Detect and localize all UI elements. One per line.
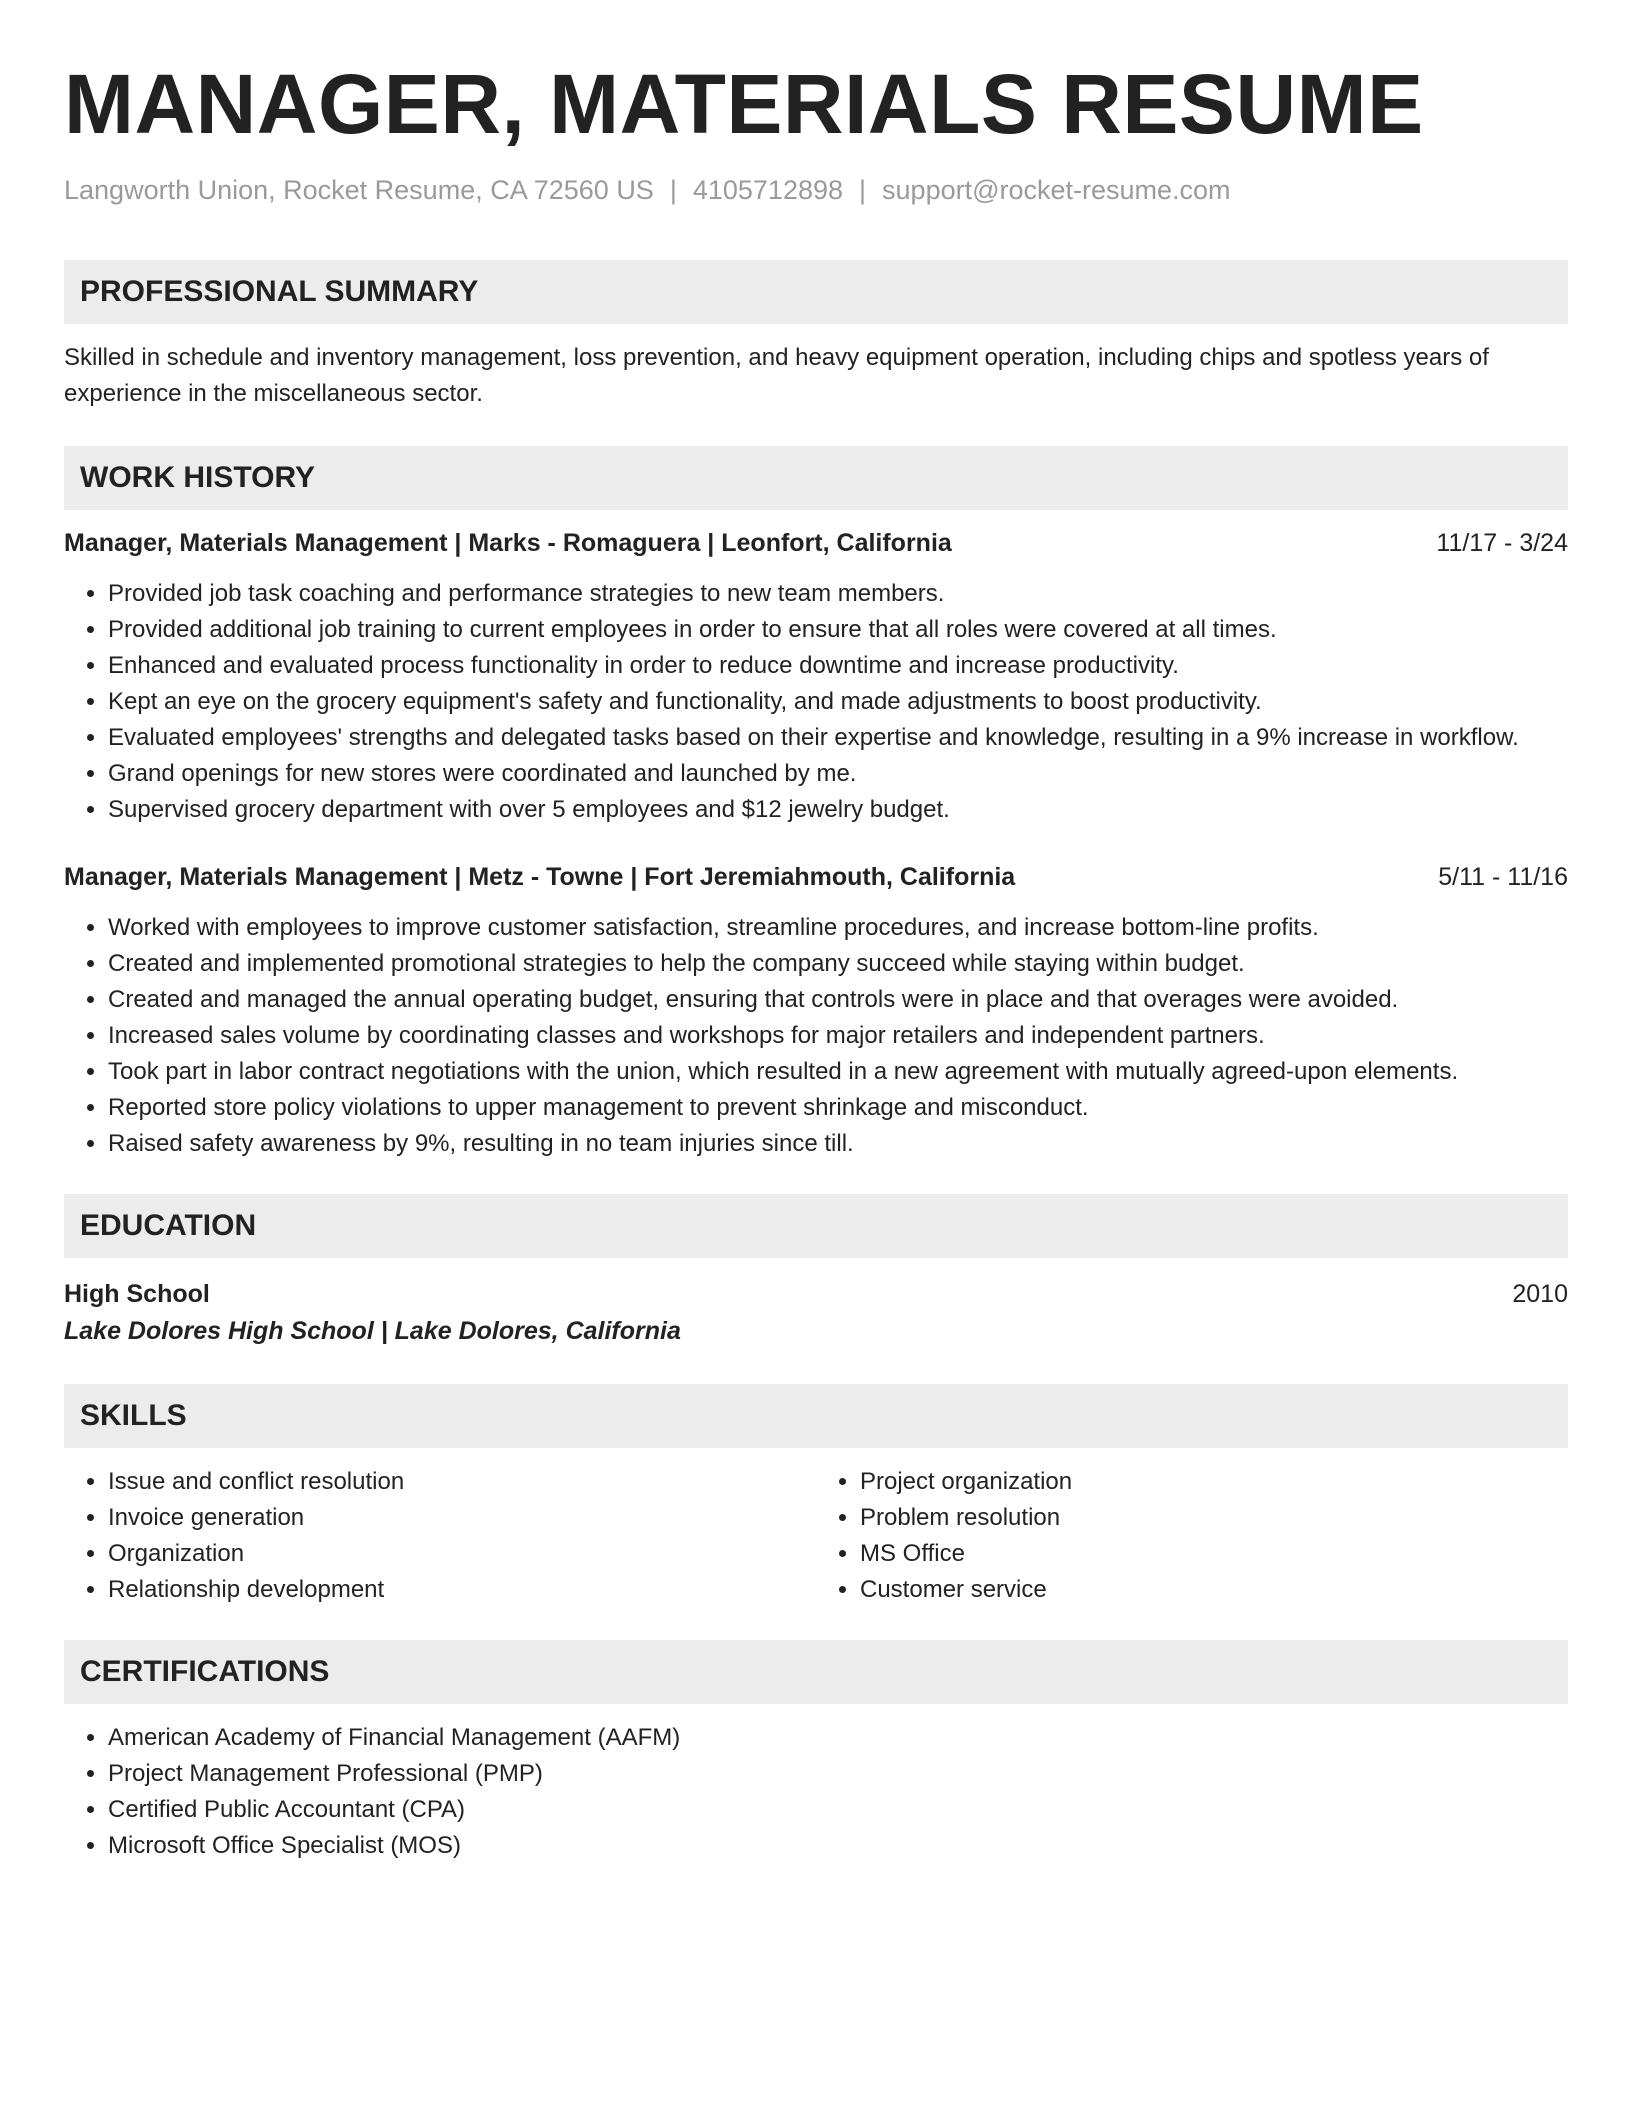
education-year: 2010 [1512, 1280, 1568, 1308]
job-bullet-list [64, 576, 1568, 828]
certifications-heading: CERTIFICATIONS [64, 1640, 1568, 1704]
skills-column-right [816, 1464, 1568, 1608]
skills-list [816, 1464, 1568, 1608]
certification-item: • Certified Public Accountant (CPA) [108, 1792, 1568, 1828]
contact-line [64, 172, 1568, 208]
skills-list [64, 1464, 816, 1608]
job-bullet: • Increased sales volume by coordinating classes and workshops for major retailers and independent partners. [108, 1018, 1568, 1054]
job-bullet: • Took part in labor contract negotiations with the union, which resulted in a new agreement with mutually agreed-upon elements. [108, 1054, 1568, 1090]
job-bullet: • Created and managed the annual operating budget, ensuring that controls were in place and that overages were avoided. [108, 982, 1568, 1018]
education-degree: High School [64, 1280, 210, 1308]
contact-separator: | [669, 175, 677, 205]
job-header [64, 860, 1568, 894]
certification-item: • Microsoft Office Specialist (MOS) [108, 1828, 1568, 1864]
job-bullet: • Worked with employees to improve customer satisfaction, streamline procedures, and increase bottom-line profits. [108, 910, 1568, 946]
contact-email: support@rocket-resume.com [882, 175, 1231, 205]
job-dates: 11/17 - 3/24 [1436, 529, 1568, 557]
job-bullet: • Provided additional job training to current employees in order to ensure that all roles were covered at all times. [108, 612, 1568, 648]
certification-item: • Project Management Professional (PMP) [108, 1756, 1568, 1792]
job-header [64, 526, 1568, 560]
contact-separator: | [859, 175, 867, 205]
contact-phone: 4105712898 [692, 175, 844, 205]
skill-item: • Customer service [860, 1572, 1568, 1608]
job-dates: 5/11 - 11/16 [1438, 863, 1568, 891]
job-bullet: • Provided job task coaching and performance strategies to new team members. [108, 576, 1568, 612]
skill-item: • MS Office [860, 1536, 1568, 1572]
job-bullet: • Enhanced and evaluated process functionality in order to reduce downtime and increase productivity. [108, 648, 1568, 684]
skills-column-left [64, 1464, 816, 1608]
skill-item: • Problem resolution [860, 1500, 1568, 1536]
summary-heading: PROFESSIONAL SUMMARY [64, 260, 1568, 324]
skills-grid [64, 1464, 1568, 1608]
job-bullet: • Reported store policy violations to upper management to prevent shrinkage and misconduct. [108, 1090, 1568, 1126]
certification-item: • American Academy of Financial Management (AAFM) [108, 1720, 1568, 1756]
work-history-heading: WORK HISTORY [64, 446, 1568, 510]
resume-title: MANAGER, MATERIALS RESUME [64, 57, 1424, 151]
job-bullet: • Created and implemented promotional strategies to help the company succeed while staying within budget. [108, 946, 1568, 982]
education-entry [64, 1276, 1568, 1312]
education-heading: EDUCATION [64, 1194, 1568, 1258]
job-bullet: • Grand openings for new stores were coordinated and launched by me. [108, 756, 1568, 792]
certifications-list [64, 1720, 1568, 1864]
job-bullet: • Evaluated employees' strengths and delegated tasks based on their expertise and knowledge, resulting in a 9% increase in workflow. [108, 720, 1568, 756]
job-title: Manager, Materials Management | Marks - Romaguera | Leonfort, California [64, 529, 952, 557]
skills-heading: SKILLS [64, 1384, 1568, 1448]
job-bullet: • Supervised grocery department with over 5 employees and $12 jewelry budget. [108, 792, 1568, 828]
skill-item: • Project organization [860, 1464, 1568, 1500]
job-bullet-list [64, 910, 1568, 1162]
skill-item: • Invoice generation [108, 1500, 816, 1536]
summary-text: Skilled in schedule and inventory management, loss prevention, and heavy equipment operation, including chips and spotless years of experience in the miscellaneous sector. [64, 344, 1489, 407]
education-school: Lake Dolores High School | Lake Dolores, California [64, 1317, 681, 1345]
skill-item: • Relationship development [108, 1572, 816, 1608]
job-bullet: • Raised safety awareness by 9%, resulting in no team injuries since till. [108, 1126, 1568, 1162]
job-title: Manager, Materials Management | Metz - Towne | Fort Jeremiahmouth, California [64, 863, 1016, 891]
skill-item: • Issue and conflict resolution [108, 1464, 816, 1500]
skill-item: • Organization [108, 1536, 816, 1572]
job-bullet: • Kept an eye on the grocery equipment's safety and functionality, and made adjustments to boost productivity. [108, 684, 1568, 720]
contact-address: Langworth Union, Rocket Resume, CA 72560 US [64, 175, 654, 205]
